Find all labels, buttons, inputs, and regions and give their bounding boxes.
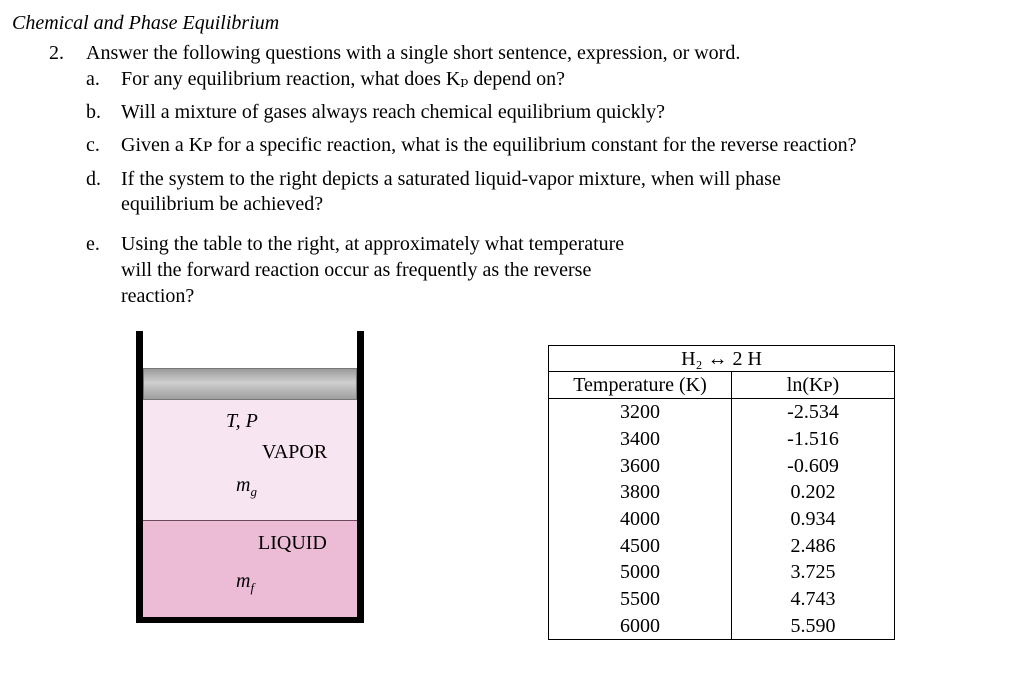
part-c-text: Given a Kᴘ for a specific reaction, what is the equilibrium constant for the reverse reaction? — [121, 134, 857, 156]
table-row — [549, 613, 895, 640]
part-a-letter: a. — [86, 68, 100, 90]
temperature-cell: 4000 — [549, 506, 732, 533]
question-number: 2. — [49, 42, 64, 64]
table-row — [549, 559, 895, 586]
part-e-letter: e. — [86, 233, 100, 255]
temperature-cell: 6000 — [549, 613, 732, 640]
liquid-label: LIQUID — [258, 532, 327, 554]
question-text: Answer the following questions with a single short sentence, expression, or word. — [86, 42, 741, 64]
lnkp-cell: 2.486 — [732, 532, 895, 559]
lnkp-cell: 0.202 — [732, 479, 895, 506]
part-e-text-line1: Using the table to the right, at approximately what temperature — [121, 233, 625, 255]
mg-label: $m_g$ — [236, 474, 257, 499]
temperature-cell: 3800 — [549, 479, 732, 506]
table-row — [549, 426, 895, 453]
vapor-label: VAPOR — [262, 441, 328, 463]
part-d-letter: d. — [86, 168, 101, 190]
part-a-text: For any equilibrium reaction, what does Kₚ depend on? — [121, 68, 565, 90]
part-d-text-line2: equilibrium be achieved? — [121, 193, 324, 215]
table-row — [549, 586, 895, 613]
equilibrium-table — [548, 345, 895, 640]
lnkp-cell: -0.609 — [732, 452, 895, 479]
lnkp-cell: 4.743 — [732, 586, 895, 613]
mf-label: $m_f$ — [236, 570, 255, 595]
lnkp-cell: 3.725 — [732, 559, 895, 586]
part-d-text-line1: If the system to the right depicts a saturated liquid-vapor mixture, when will phase — [121, 168, 781, 190]
temperature-cell: 3200 — [549, 399, 732, 426]
document-title: Chemical and Phase Equilibrium — [12, 12, 280, 34]
table-reaction-header: H₂ ↔ 2 H — [549, 346, 895, 372]
cylinder-bottom — [136, 616, 364, 623]
table-row — [549, 506, 895, 533]
table-row — [549, 399, 895, 426]
table-row — [549, 452, 895, 479]
table-col-lnkp-header: ln(Kᴘ) — [732, 372, 895, 399]
piston — [143, 368, 357, 400]
lnkp-cell: -2.534 — [732, 399, 895, 426]
table-row — [549, 479, 895, 506]
temperature-cell: 5500 — [549, 586, 732, 613]
table-row — [549, 532, 895, 559]
tp-label: T, P — [226, 410, 258, 432]
lnkp-cell: 5.590 — [732, 613, 895, 640]
part-e-text-line2: will the forward reaction occur as frequently as the reverse — [121, 259, 592, 281]
table-col-temperature-header: Temperature (K) — [549, 372, 732, 399]
temperature-cell: 4500 — [549, 532, 732, 559]
lnkp-cell: 0.934 — [732, 506, 895, 533]
temperature-cell: 3400 — [549, 426, 732, 453]
part-c-letter: c. — [86, 134, 100, 156]
lnkp-cell: -1.516 — [732, 426, 895, 453]
part-e-text-line3: reaction? — [121, 285, 195, 307]
part-b-letter: b. — [86, 101, 101, 123]
temperature-cell: 5000 — [549, 559, 732, 586]
part-b-text: Will a mixture of gases always reach chemical equilibrium quickly? — [121, 101, 666, 123]
cylinder-left-wall — [136, 331, 143, 623]
temperature-cell: 3600 — [549, 452, 732, 479]
cylinder-right-wall — [357, 331, 364, 623]
